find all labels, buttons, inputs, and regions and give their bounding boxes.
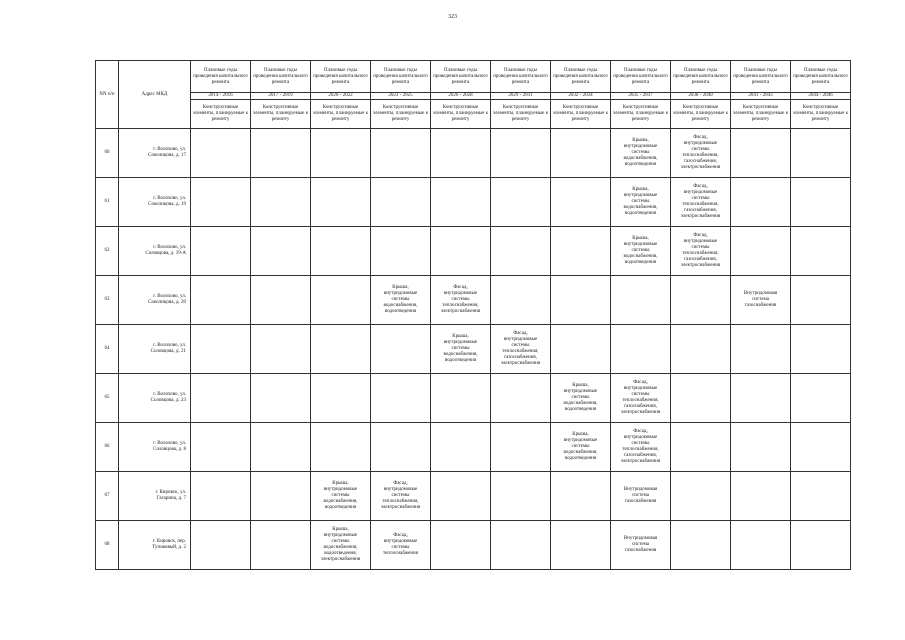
repair-cell [311,374,371,423]
header-elements-label: Конструктивные элементы, планируемые к ремонту [371,100,431,129]
table-body [96,129,851,570]
repair-cell [371,423,431,472]
repair-cell [431,129,491,178]
repair-cell [731,129,791,178]
table-row [96,423,851,472]
header-plan-label: Плановые годы проведения капитального ремонта [671,61,731,93]
header-period: 2038 - 2040 [671,93,731,100]
header-elements-label: Конструктивные элементы, планируемые к ремонту [611,100,671,129]
header-elements-label: Конструктивные элементы, планируемые к ремонту [251,100,311,129]
repair-cell: Фасад, внутридомовые системы теплоснабжения, газоснабжения, электроснабжения [491,325,551,374]
repair-cell [191,276,251,325]
repair-cell [311,325,371,374]
header-plan-label: Плановые годы проведения капитального ремонта [191,61,251,93]
repair-cell [791,521,851,570]
repair-cell [491,178,551,227]
header-plan-label: Плановые годы проведения капитального ремонта [491,61,551,93]
row-number: 67 [96,472,119,521]
row-address: г. Волохово, ул. Соловцова, д. 19-А [119,227,191,276]
repair-cell [431,521,491,570]
repair-cell [431,178,491,227]
repair-cell: Фасад, внутридомовые системы теплоснабжения, газоснабжения, электроснабжения [671,178,731,227]
header-elements-label: Конструктивные элементы, планируемые к ремонту [491,100,551,129]
table-row [96,521,851,570]
repair-cell [551,472,611,521]
repair-cell [491,227,551,276]
repair-cell [671,521,731,570]
repair-cell: Крыша, внутридомовые системы водоснабжения, водоотведения [611,129,671,178]
repair-cell: Крыша, внутридомовые системы водоснабжения, водоотведения [611,178,671,227]
row-number: 61 [96,178,119,227]
repair-cell [791,276,851,325]
repair-cell [251,227,311,276]
repair-cell [551,178,611,227]
header-period: 2023 - 2025 [371,93,431,100]
repair-cell [671,374,731,423]
repair-cell [491,521,551,570]
header-plan-label: Плановые годы проведения капитального ремонта [251,61,311,93]
header-elements-label: Конструктивные элементы, планируемые к ремонту [191,100,251,129]
header-period: 2032 - 2034 [551,93,611,100]
repair-cell [371,178,431,227]
repair-cell [251,472,311,521]
row-number: 65 [96,374,119,423]
row-address: г. Волохово, ул. Соколицова, д. 20 [119,276,191,325]
header-elements-label: Конструктивные элементы, планируемые к ремонту [551,100,611,129]
repair-cell [791,423,851,472]
header-plan-label: Плановые годы проведения капитального ремонта [791,61,851,93]
repair-cell: Фасад, внутридомовые системы теплоснабжения [371,521,431,570]
repair-cell [371,129,431,178]
row-address: г. Волохово, ул. Соколицова, д. 19 [119,178,191,227]
table-row [96,472,851,521]
repair-cell [551,521,611,570]
repair-cell [791,472,851,521]
header-plan-label: Плановые годы проведения капитального ремонта [371,61,431,93]
repair-cell [311,276,371,325]
table-header [96,61,851,129]
repair-cell [371,325,431,374]
repair-cell [491,276,551,325]
row-number: 66 [96,423,119,472]
repair-cell [431,423,491,472]
table-row [96,178,851,227]
repair-cell [431,374,491,423]
row-address: г. Волохово, ул. Соколицова, д. 17 [119,129,191,178]
header-period: 2017 - 2019 [251,93,311,100]
repair-cell: Внутридомовая система газоснабжения [611,521,671,570]
repair-cell [311,227,371,276]
header-plan-label: Плановые годы проведения капитального ремонта [311,61,371,93]
repair-cell [191,472,251,521]
repair-cell: Фасад, внутридомовые системы теплоснабжения, газоснабжения, электроснабжения [611,423,671,472]
header-period: 2014 - 2016 [191,93,251,100]
repair-cell: Фасад, внутридомовые системы теплоснабжения, электроснабжения [371,472,431,521]
repair-cell [671,423,731,472]
repair-cell [671,276,731,325]
repair-cell: Фасад, внутридомовые системы теплоснабжения, газоснабжения, электроснабжения [671,227,731,276]
repair-cell [431,472,491,521]
repair-cell [491,374,551,423]
header-address: Адрес МКД [119,61,191,129]
row-address: г. Кировск, ул. Гагарина, д. 7 [119,472,191,521]
header-plan-label: Плановые годы проведения капитального ремонта [611,61,671,93]
header-elements-label: Конструктивные элементы, планируемые к ремонту [311,100,371,129]
repair-cell [251,521,311,570]
repair-cell [371,227,431,276]
row-number: 62 [96,227,119,276]
repair-cell [731,325,791,374]
row-number: 60 [96,129,119,178]
header-period: 2041 - 2043 [731,93,791,100]
repair-cell: Крыша, внутридомовые системы водоснабжения, водоотведения [431,325,491,374]
repair-cell [731,423,791,472]
header-elements-label: Конструктивные элементы, планируемые к ремонту [791,100,851,129]
header-plan-label: Плановые годы проведения капитального ремонта [431,61,491,93]
repair-cell: Крыша, внутридомовые системы водоснабжения, водоотведения [371,276,431,325]
repair-cell [191,325,251,374]
row-address: г. Волохово, ул. Соловцова, д. 8 [119,423,191,472]
header-period: 2026 - 2028 [431,93,491,100]
repair-cell [311,423,371,472]
row-address: г. Волохово, ул. Соловцова, д. 21 [119,325,191,374]
repair-cell [731,472,791,521]
repair-cell [551,129,611,178]
repair-cell [251,178,311,227]
repair-cell [251,276,311,325]
table-row [96,276,851,325]
repair-cell: Внутридомовая система газоснабжения [611,472,671,521]
repair-cell [251,374,311,423]
repair-cell [191,423,251,472]
table-row [96,325,851,374]
repair-cell [491,472,551,521]
repair-cell: Фасад, внутридомовые системы теплоснабжения, газоснабжения, электроснабжения [671,129,731,178]
row-address: г. Волохово, ул. Соловцова, д. 23 [119,374,191,423]
repair-cell [491,423,551,472]
row-number: 63 [96,276,119,325]
repair-cell [731,178,791,227]
repair-cell [191,521,251,570]
repair-cell [791,129,851,178]
repair-cell [251,325,311,374]
repair-cell [491,129,551,178]
header-period: 2035 - 2037 [611,93,671,100]
row-number: 68 [96,521,119,570]
repair-cell [611,325,671,374]
repair-cell [731,227,791,276]
header-elements-label: Конструктивные элементы, планируемые к ремонту [431,100,491,129]
repair-cell [791,325,851,374]
repair-cell [251,423,311,472]
repair-cell [671,472,731,521]
repair-cell [191,227,251,276]
page-number: 323 [448,14,457,20]
header-period: 2029 - 2031 [491,93,551,100]
repair-cell: Крыша, внутридомовые системы водоснабжения, водоотведения [311,472,371,521]
header-plan-label: Плановые годы проведения капитального ремонта [551,61,611,93]
repair-cell [791,178,851,227]
repair-cell [791,227,851,276]
header-period: 2020 - 2022 [311,93,371,100]
repair-cell [551,276,611,325]
repair-cell [191,178,251,227]
table-row [96,129,851,178]
repair-cell: Внутридомовая система газоснабжения [731,276,791,325]
repair-cell [671,325,731,374]
repair-cell [191,129,251,178]
repair-cell [551,325,611,374]
repair-cell [791,374,851,423]
repair-cell [611,276,671,325]
table-row [96,227,851,276]
repair-cell [191,374,251,423]
repair-cell [371,374,431,423]
row-number: 64 [96,325,119,374]
header-elements-label: Конструктивные элементы, планируемые к ремонту [731,100,791,129]
repair-cell [731,521,791,570]
header-period: 2044 - 2046 [791,93,851,100]
header-num: NN п/п [96,61,119,129]
repair-cell [431,227,491,276]
repair-cell [311,178,371,227]
table-row [96,374,851,423]
repair-cell [311,129,371,178]
repair-cell [551,227,611,276]
repair-cell [731,374,791,423]
repair-cell: Фасад, внутридомовые системы теплоснабжения, газоснабжения, электроснабжения [611,374,671,423]
repair-cell [251,129,311,178]
repair-cell: Крыша, внутридомовые системы водоснабжения, водоотведения [551,374,611,423]
repair-cell: Крыша, внутридомовые системы водоснабжения, водоотведения [611,227,671,276]
repair-cell: Крыша, внутридомовые системы водоснабжения, водоотведения [551,423,611,472]
repair-cell: Фасад, внутридомовые системы теплоснабжения, электроснабжения [431,276,491,325]
header-plan-label: Плановые годы проведения капитального ремонта [731,61,791,93]
repair-cell: Крыша, внутридомовые системы водоснабжения, водоотведения, электроснабжения [311,521,371,570]
repair-schedule-table [95,60,851,570]
header-elements-label: Конструктивные элементы, планируемые к ремонту [671,100,731,129]
row-address: г. Кировск, пер. Тупиковый, д. 2 [119,521,191,570]
